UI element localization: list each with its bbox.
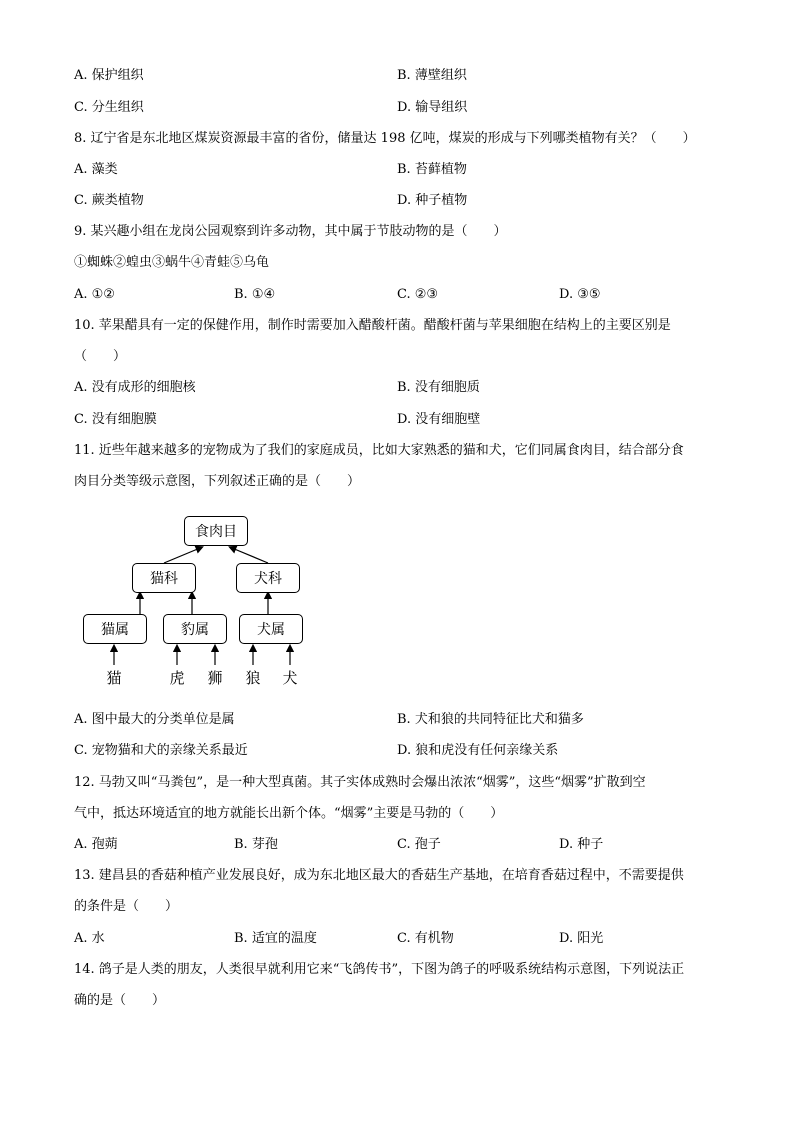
genus-box-felis: 猫属	[83, 614, 147, 644]
option-b: B. ①④	[234, 287, 276, 302]
option-d: D. 种子植物	[397, 193, 468, 208]
option-b: B. 芽孢	[234, 837, 278, 852]
animal-label: 猫	[106, 669, 122, 687]
question-13-stem: 13. 建昌县的香菇种植产业发展良好，成为东北地区最大的香菇生产基地，在培育香菇过程中，不需要提供	[74, 868, 684, 883]
family-box-dog: 犬科	[236, 563, 300, 593]
option-d: D. 阳光	[559, 931, 604, 946]
question-10-stem-cont: （ ）	[74, 349, 127, 364]
option-c: C. 分生组织	[74, 100, 144, 115]
option-a: A. 藻类	[74, 162, 118, 177]
animal-label: 犬	[282, 669, 298, 687]
option-b: B. 苔藓植物	[397, 162, 467, 177]
question-14-stem: 14. 鸽子是人类的朋友，人类很早就利用它来“飞鸽传书”，下图为鸽子的呼吸系统结构示意图，下列说法正	[74, 962, 685, 977]
animal-label: 虎	[169, 669, 185, 687]
question-13-stem-cont: 的条件是（ ）	[74, 899, 179, 914]
question-11-stem: 11. 近些年越来越多的宠物成为了我们的家庭成员，比如大家熟悉的猫和犬，它们同属食肉目，结合部分食	[74, 443, 684, 458]
question-10-stem: 10. 苹果醋具有一定的保健作用，制作时需要加入醋酸杆菌。醋酸杆菌与苹果细胞在结构上的主要区别是	[74, 318, 671, 333]
option-d: D. 没有细胞壁	[397, 412, 481, 427]
question-11-stem-cont: 肉目分类等级示意图，下列叙述正确的是（ ）	[74, 474, 361, 489]
question-9-items: ①蜘蛛②蝗虫③蜗牛④青蛙⑤乌龟	[74, 255, 270, 270]
option-b: B. 犬和狼的共同特征比犬和猫多	[397, 712, 584, 727]
option-a: A. 图中最大的分类单位是属	[74, 712, 235, 727]
option-a: A. 水	[74, 931, 105, 946]
option-d: D. ③⑤	[559, 287, 601, 302]
genus-box-panthera: 豹属	[163, 614, 227, 644]
option-a: A. 孢蒴	[74, 837, 118, 852]
genus-box-canis: 犬属	[239, 614, 303, 644]
option-c: C. 没有细胞膜	[74, 412, 157, 427]
question-12-stem: 12. 马勃又叫“马粪包”，是一种大型真菌。其子实体成熟时会爆出浓浓“烟雾”，这些“烟雾”扩散到空	[74, 775, 646, 790]
option-c: C. 宠物猫和犬的亲缘关系最近	[74, 743, 248, 758]
animal-label: 狮	[207, 669, 223, 687]
option-a: A. 没有成形的细胞核	[74, 380, 196, 395]
option-b: B. 适宜的温度	[234, 931, 317, 946]
option-a: A. ①②	[74, 287, 115, 302]
option-c: C. ②③	[397, 287, 439, 302]
option-c: C. 有机物	[397, 931, 454, 946]
question-14-stem-cont: 确的是（ ）	[74, 993, 166, 1008]
question-12-stem-cont: 气中，抵达环境适宜的地方就能长出新个体。“烟雾”主要是马勃的（ ）	[74, 806, 504, 821]
option-b: B. 没有细胞质	[397, 380, 480, 395]
order-box: 食肉目	[184, 516, 248, 546]
question-8-stem: 8. 辽宁省是东北地区煤炭资源最丰富的省份，储量达 198 亿吨，煤炭的形成与下列哪类植物有关？（ ）	[74, 131, 696, 146]
option-d: D. 种子	[559, 837, 604, 852]
option-b: B. 薄壁组织	[397, 68, 467, 83]
option-d: D. 狼和虎没有任何亲缘关系	[397, 743, 559, 758]
animal-label: 狼	[245, 669, 261, 687]
question-9-stem: 9. 某兴趣小组在龙岗公园观察到许多动物，其中属于节肢动物的是（ ）	[74, 224, 507, 239]
family-box-cat: 猫科	[132, 563, 196, 593]
option-c: C. 蕨类植物	[74, 193, 144, 208]
option-a: A. 保护组织	[74, 68, 144, 83]
option-c: C. 孢子	[397, 837, 441, 852]
option-d: D. 输导组织	[397, 100, 468, 115]
